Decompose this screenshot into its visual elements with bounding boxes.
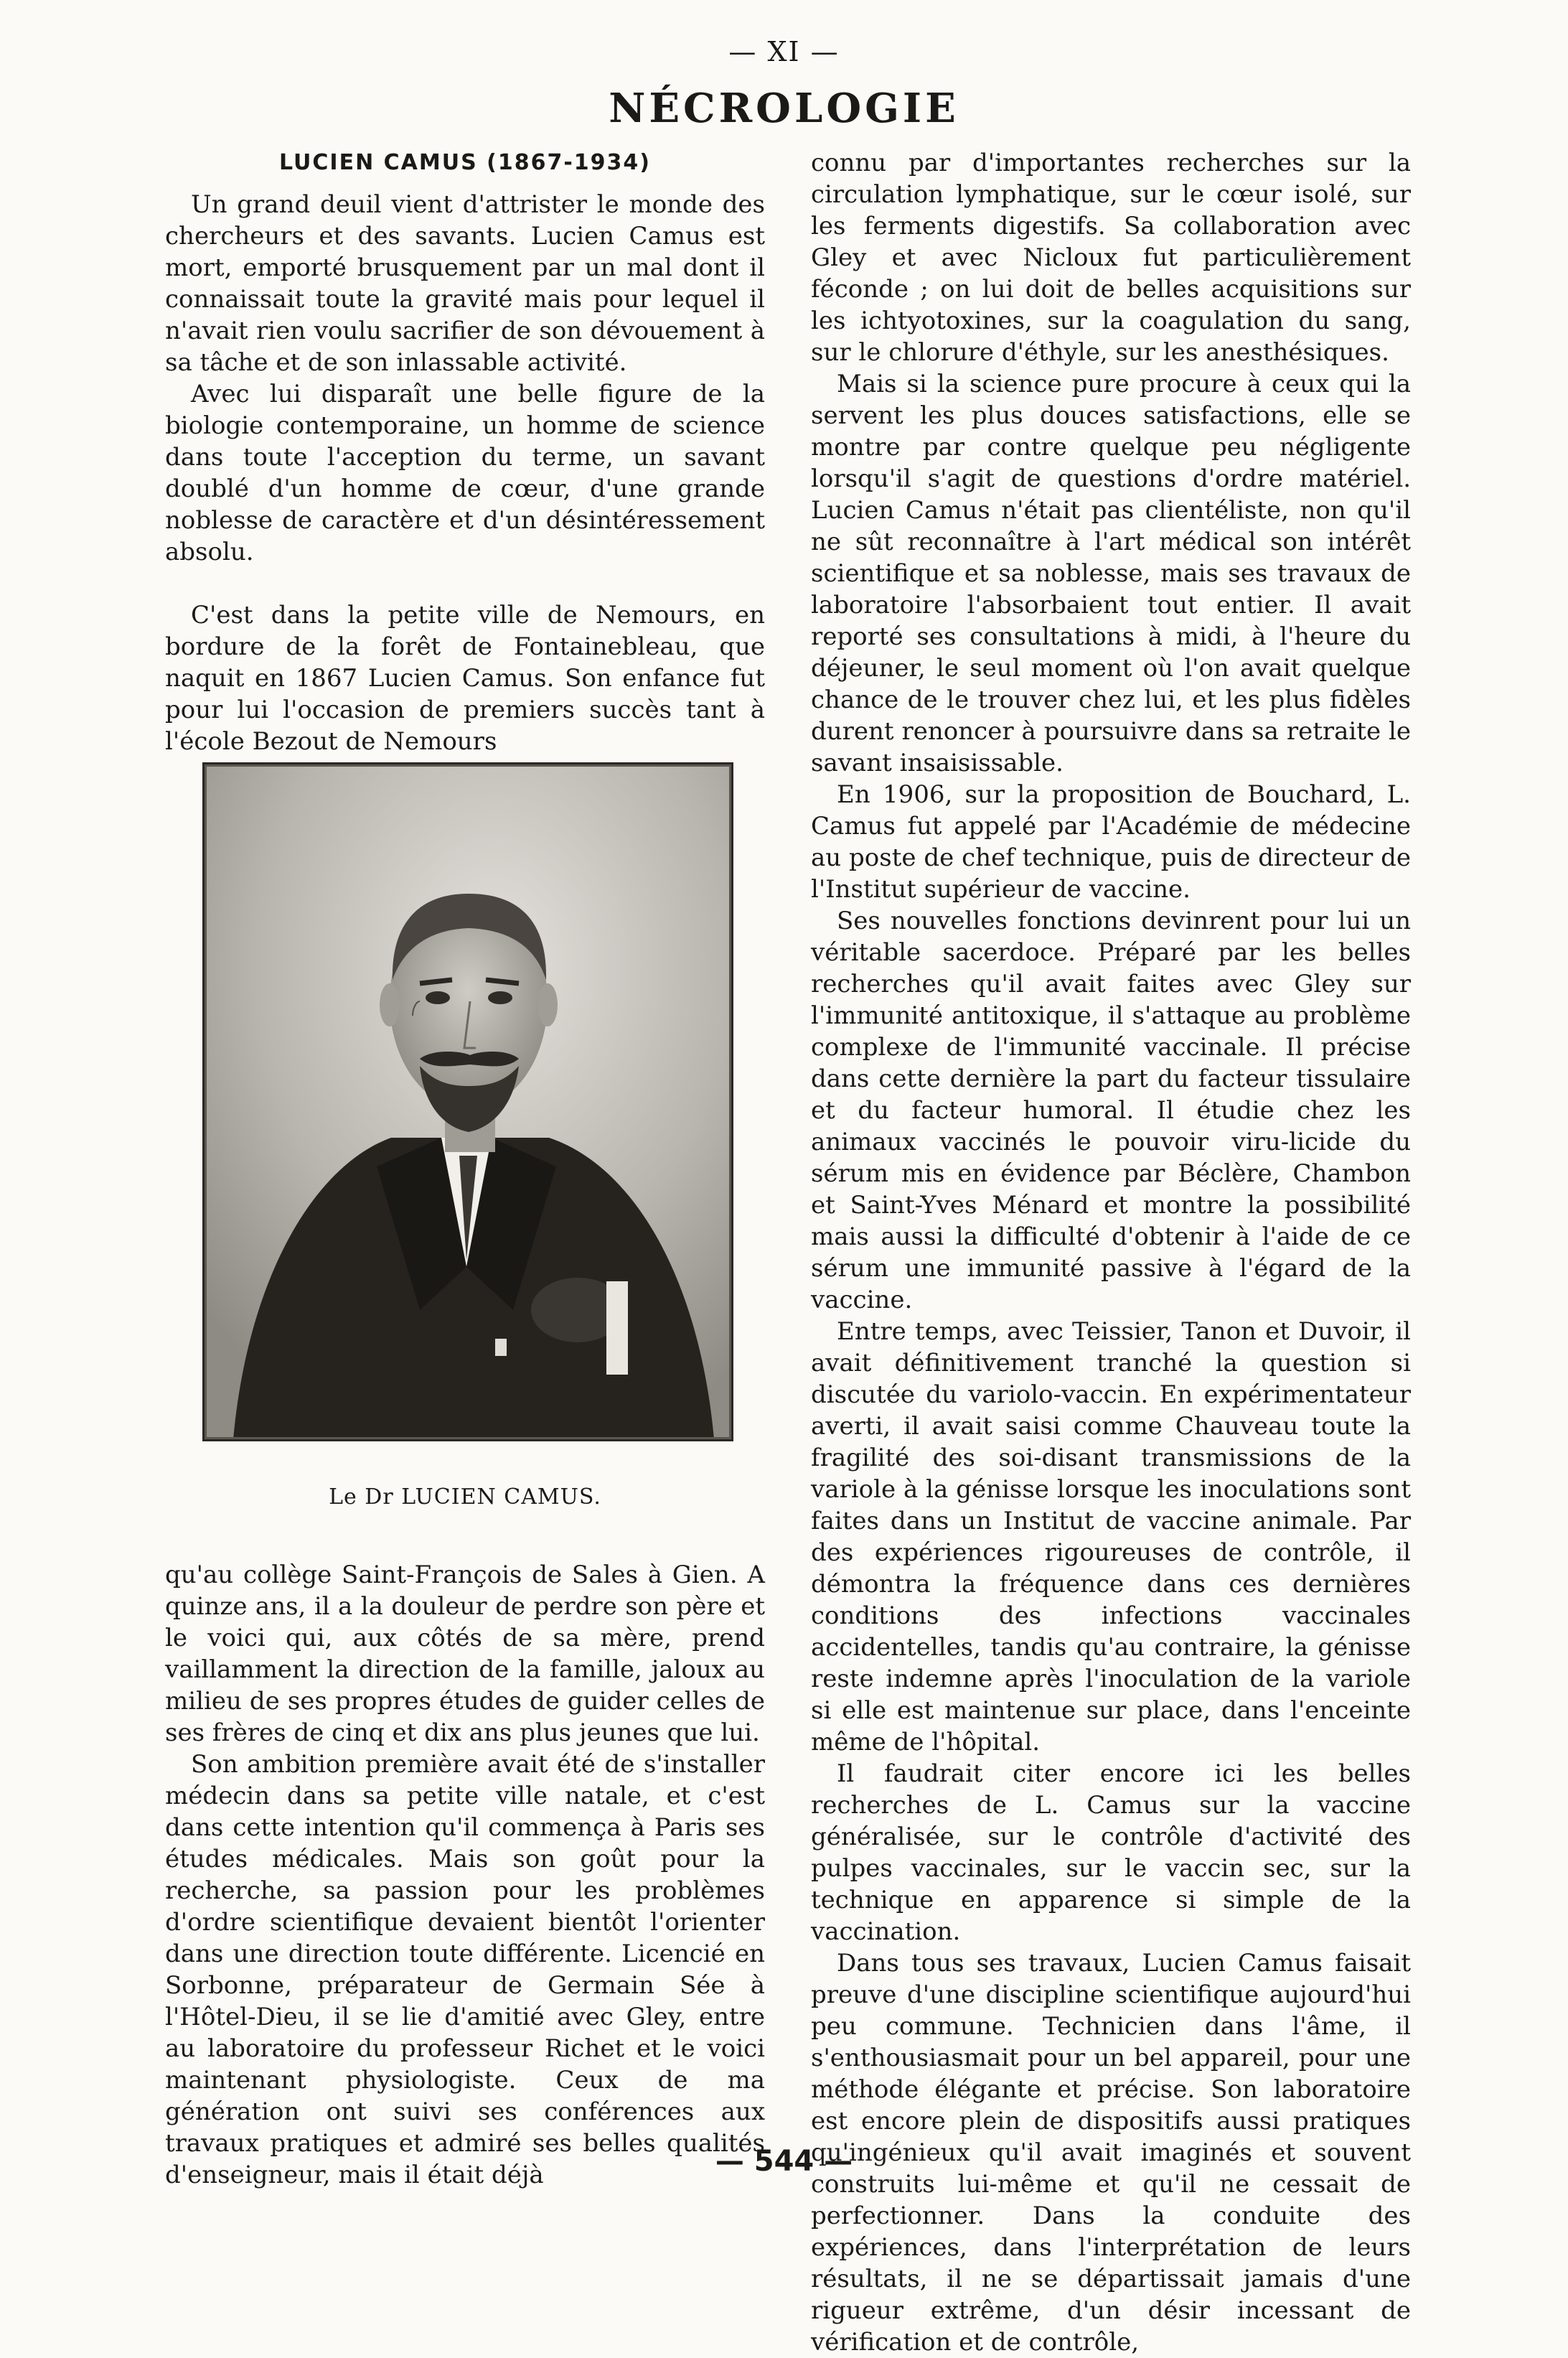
paragraph: connu par d'importantes recherches sur la circulation lymphatique, sur le cœur isolé, sur les ferments digestifs. Sa collaboration avec Gley et avec Nicloux fut particulièrement féconde ; on lui doit de belles acquisitions sur les ichtyotoxines, sur la coagulation du sang, sur le chlorure d'éthyle, sur les anesthésiques. xyxy=(811,149,1411,367)
running-folio: — XI — xyxy=(728,36,840,67)
page-number: — 544 — xyxy=(715,2145,853,2178)
left-column-bottom xyxy=(165,1559,765,2191)
paragraph: C'est dans la petite ville de Nemours, en bordure de la forêt de Fontainebleau, que naquit en 1867 Lucien Camus. Son enfance fut pour lui l'occasion de premiers succès tant à l'école Bezout de Nemours xyxy=(165,601,765,756)
paragraph: Dans tous ses travaux, Lucien Camus faisait preuve d'une discipline scientifique aujourd'hui peu commune. Technicien dans l'âme, il s'enthousiasmait pour un bel appareil, pour une méthode élégante et précise. Son laboratoire est encore plein de dispositifs aussi pratiques qu'ingénieux qu'il avait imaginés et souvent construits lui-même et qu'il ne cessait de perfectionner. Dans la conduite des expériences, dans l'interprétation de leurs résultats, il ne se départissait jamais d'une rigueur extrême, d'un désir incessant de vérification et de contrôle, xyxy=(811,1949,1411,2357)
right-column xyxy=(811,147,1411,2358)
paragraph: En 1906, sur la proposition de Bouchard, L. Camus fut appelé par l'Académie de médecine au poste de chef technique, puis de directeur de l'Institut supérieur de vaccine. xyxy=(811,780,1411,904)
left-column-top xyxy=(165,147,765,757)
paragraph: Avec lui disparaît une belle figure de la biologie contemporaine, un homme de science dans toute l'acception du terme, un savant doublé d'un homme de cœur, d'une grande noblesse de caractère et d'un désintéressement absolu. xyxy=(165,380,765,566)
paragraph: Il faudrait citer encore ici les belles recherches de L. Camus sur la vaccine généralisée, sur le contrôle d'activité des pulpes vaccinales, sur le vaccin sec, sur la technique en apparence si simple de la vaccination. xyxy=(811,1759,1411,1946)
figure-caption: Le Dr LUCIEN CAMUS. xyxy=(329,1484,601,1510)
paragraph: Entre temps, avec Teissier, Tanon et Duvoir, il avait définitivement tranché la question si discutée du variolo-vaccin. En expérimentateur averti, il avait saisi comme Chauveau toute la fragilité des soi-disant transmissions de la variole à la génisse lorsque les inoculations sont faites dans un Institut de vaccine animale. Par des expériences rigoureuses de contrôle, il démontra la fréquence dans ces dernières conditions des infections vaccinales accidentelles, tandis qu'au contraire, la génisse reste indemne après l'inoculation de la variole si elle est maintenue sur place, dans l'enceinte même de l'hôpital. xyxy=(811,1317,1411,1756)
article-heading: LUCIEN CAMUS (1867-1934) xyxy=(279,150,651,175)
section-title: NÉCROLOGIE xyxy=(609,85,959,132)
paragraph: Mais si la science pure procure à ceux qui la servent les plus douces satisfactions, elle se montre par contre quelque peu négligente lorsqu'il s'agit de questions d'ordre matériel. Lucien Camus n'était pas clientéliste, non qu'il ne sût reconnaître à l'art médical son intérêt scientifique et sa noblesse, mais ses travaux de laboratoire l'absorbaient tout entier. Il avait reporté ses consultations à midi, à l'heure du déjeuner, le seul moment où l'on avait quelque chance de le trouver chez lui, et les plus fidèles durent renoncer à poursuivre dans sa retraite le savant insaisissable. xyxy=(811,370,1411,777)
portrait-photo xyxy=(202,762,733,1441)
paragraph: qu'au collège Saint-François de Sales à Gien. A quinze ans, il a la douleur de perdre son père et le voici qui, aux côtés de sa mère, prend vaillamment la direction de la famille, jaloux au milieu de ses propres études de guider celles de ses frères de cinq et dix ans plus jeunes que lui. xyxy=(165,1561,765,1747)
paragraph: Ses nouvelles fonctions devinrent pour lui un véritable sacerdoce. Préparé par les belles recherches qu'il avait faites avec Gley sur l'immunité antitoxique, il s'attaque au problème complexe de l'immunité vaccinale. Il précise dans cette dernière la part du facteur tissulaire et du facteur humoral. Il étudie chez les animaux vaccinés le pouvoir viru-licide du sérum mis en évidence par Béclère, Chambon et Saint-Yves Ménard et montre la possibilité mais aussi la difficulté d'obtenir à l'aide de ce sérum une immunité passive à l'égard de la vaccine. xyxy=(811,907,1411,1314)
paragraph: Un grand deuil vient d'attrister le monde des chercheurs et des savants. Lucien Camus est mort, emporté brusquement par un mal dont il connaissait toute la gravité mais pour lequel il n'avait rien voulu sacrifier de son dévouement à sa tâche et de son inlassable activité. xyxy=(165,190,765,377)
paragraph: Son ambition première avait été de s'installer médecin dans sa petite ville natale, et c'est dans cette intention qu'il commença à Paris ses études médicales. Mais son goût pour la recherche, sa passion pour les problèmes d'ordre scientifique devaient bientôt l'orienter dans une direction toute différente. Licencié en Sorbonne, préparateur de Germain Sée à l'Hôtel-Dieu, il se lie d'amitié avec Gley, entre au laboratoire du professeur Richet et le voici maintenant physiologiste. Ceux de ma génération ont suivi ses conférences aux travaux pratiques et admiré ses belles qualités d'enseigneur, mais il était déjà xyxy=(165,1750,765,2189)
